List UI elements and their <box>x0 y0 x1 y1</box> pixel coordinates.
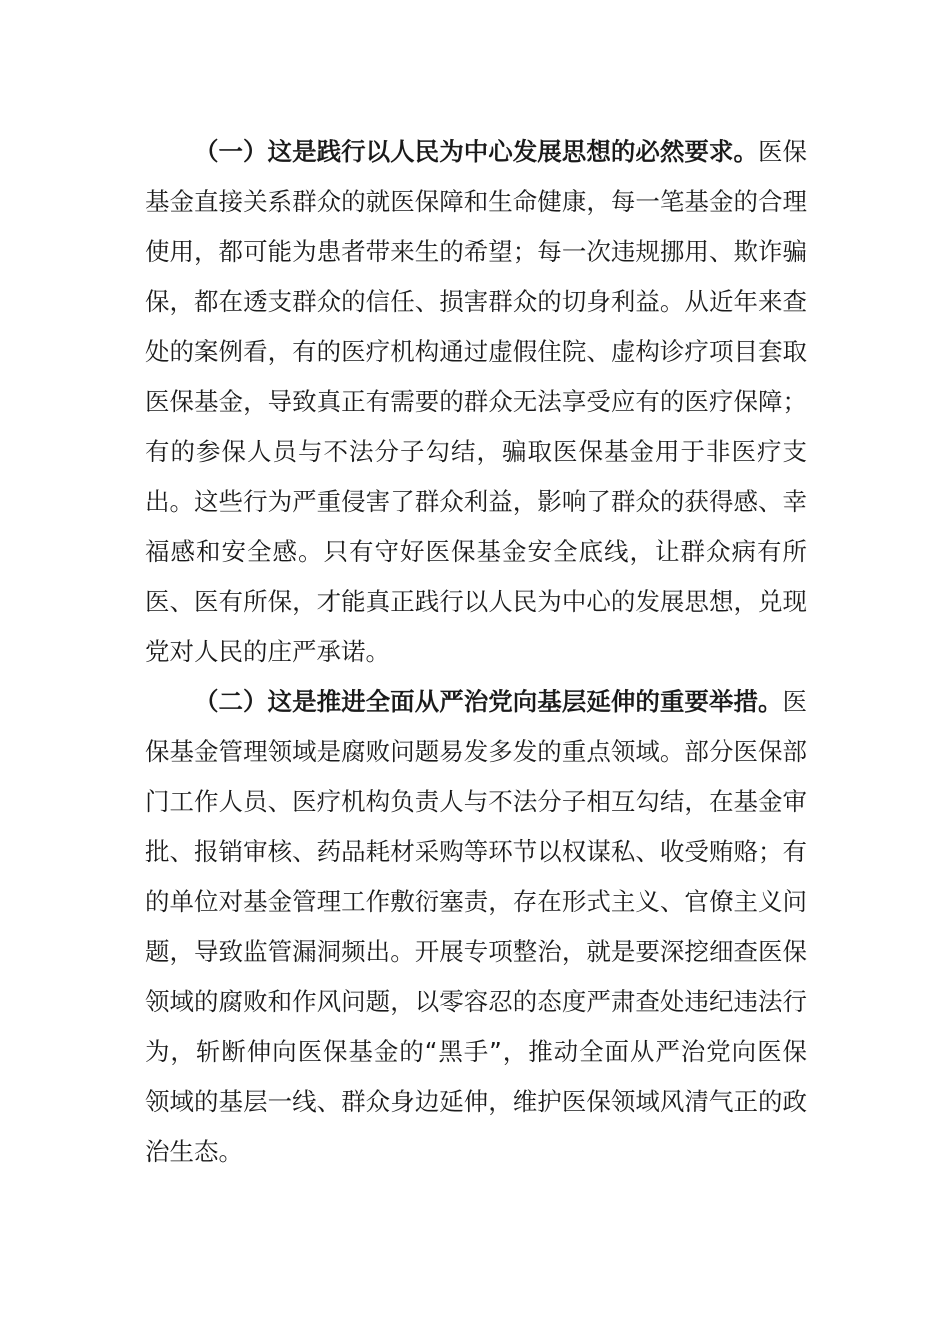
paragraph-1-body: 医保基金直接关系群众的就医保障和生命健康，每一笔基金的合理使用，都可能为患者带来生的希望；每一次违规挪用、欺诈骗保，都在透支群众的信任、损害群众的切身利益。从近年来查处的案例看，有的医疗机构通过虚假住院、虚构诊疗项目套取医保基金，导致真正有需要的群众无法享受应有的医疗保障；有的参保人员与不法分子勾结，骗取医保基金用于非医疗支出。这些行为严重侵害了群众利益，影响了群众的获得感、幸福感和安全感。只有守好医保基金安全底线，让群众病有所医、医有所保，才能真正践行以人民为中心的发展思想，兑现党对人民的庄严承诺。 <box>145 137 808 666</box>
document-page <box>145 127 807 1177</box>
paragraph-2-heading: （二）这是推进全面从严治党向基层延伸的重要举措。 <box>194 687 783 716</box>
paragraph-1-heading: （一）这是践行以人民为中心发展思想的必然要求。 <box>194 137 758 166</box>
paragraph-2 <box>145 677 807 1177</box>
paragraph-1 <box>145 127 807 677</box>
paragraph-2-body: 医保基金管理领域是腐败问题易发多发的重点领域。部分医保部门工作人员、医疗机构负责人与不法分子相互勾结，在基金审批、报销审核、药品耗材采购等环节以权谋私、收受贿赂；有的单位对基金管理工作敷衍塞责，存在形式主义、官僚主义问题，导致监管漏洞频出。开展专项整治，就是要深挖细查医保领域的腐败和作风问题，以零容忍的态度严肃查处违纪违法行为，斩断伸向医保基金的“黑手”，推动全面从严治党向医保领域的基层一线、群众身边延伸，维护医保领域风清气正的政治生态。 <box>145 687 807 1166</box>
